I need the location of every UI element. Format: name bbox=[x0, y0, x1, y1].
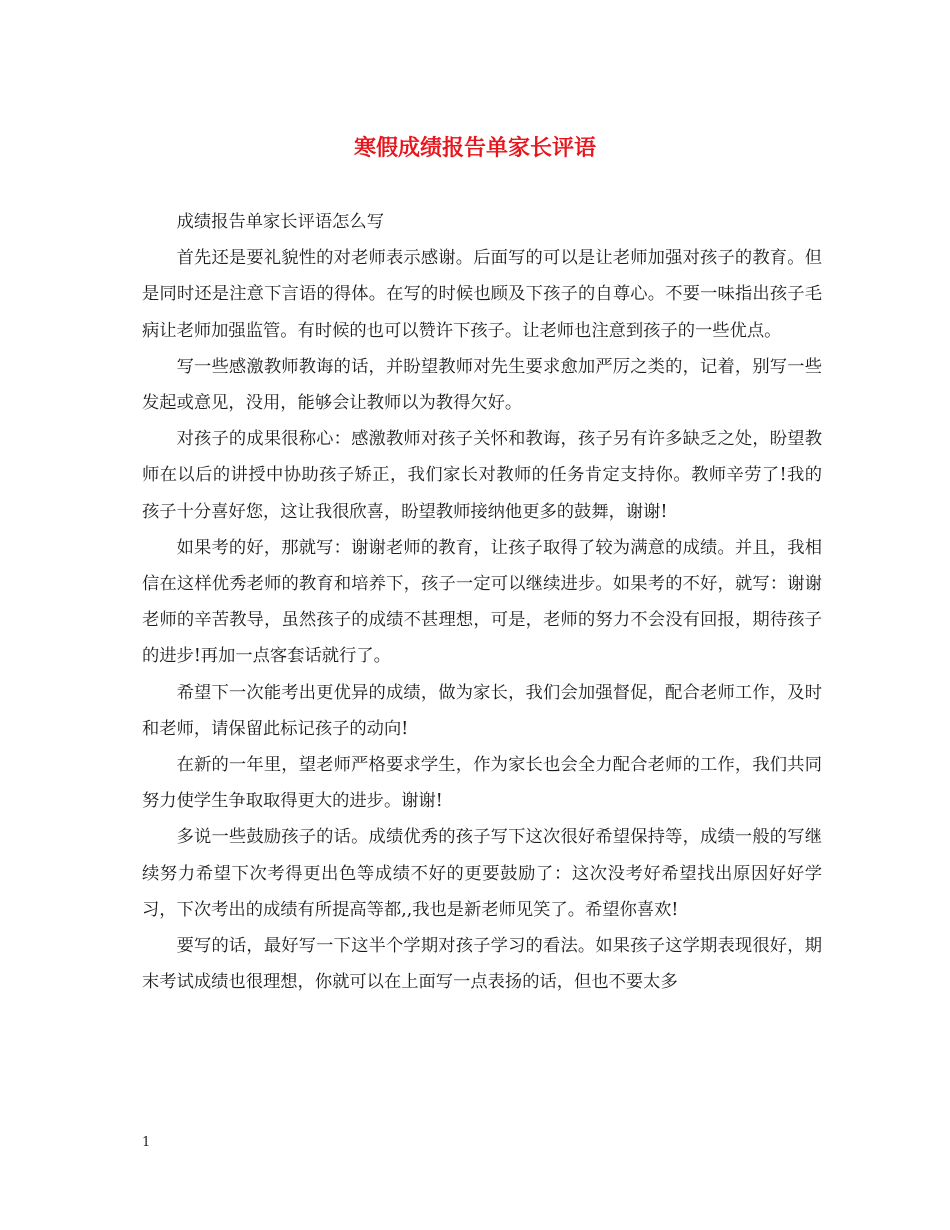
paragraph: 写一些感激教师教诲的话，并盼望教师对先生要求愈加严厉之类的，记着，别写一些发起或意见，没用，能够会让教师以为教得欠好。 bbox=[142, 356, 822, 414]
paragraph: 要写的话，最好写一下这半个学期对孩子学习的看法。如果孩子这学期表现很好，期末考试成绩也很理想，你就可以在上面写一点表扬的话，但也不要太多 bbox=[142, 936, 822, 993]
paragraph: 对孩子的成果很称心：感激教师对孩子关怀和教诲，孩子另有许多缺乏之处，盼望教师在以后的讲授中协助孩子矫正，我们家长对教师的任务肯定支持你。教师辛劳了!我的孩子十分喜好您，这让我很欣喜，盼望教师接纳他更多的鼓舞，谢谢! bbox=[142, 429, 822, 522]
paragraph: 如果考的好，那就写：谢谢老师的教育，让孩子取得了较为满意的成绩。并且，我相信在这样优秀老师的教育和培养下，孩子一定可以继续进步。如果考的不好，就写：谢谢老师的辛苦教导，虽然孩子的成绩不甚理想，可是，老师的努力不会没有回报，期待孩子的进步!再加一点客套话就行了。 bbox=[142, 537, 822, 667]
paragraph: 希望下一次能考出更优异的成绩，做为家长，我们会加强督促，配合老师工作，及时和老师，请保留此标记孩子的动向! bbox=[142, 682, 822, 739]
paragraph: 成绩报告单家长评语怎么写 bbox=[176, 212, 384, 232]
document-title: 寒假成绩报告单家长评语 bbox=[353, 135, 596, 161]
document-body bbox=[142, 204, 822, 1000]
paragraph: 在新的一年里，望老师严格要求学生，作为家长也会全力配合老师的工作，我们共同努力使学生争取取得更大的进步。谢谢! bbox=[142, 755, 822, 812]
paragraph: 多说一些鼓励孩子的话。成绩优秀的孩子写下这次很好希望保持等，成绩一般的写继续努力希望下次考得更出色等成绩不好的更要鼓励了：这次没考好希望找出原因好好学习，下次考出的成绩有所提高等都,,我也是新老师见笑了。希望你喜欢! bbox=[142, 827, 822, 920]
page-number: 1 bbox=[142, 1135, 151, 1150]
paragraph: 首先还是要礼貌性的对老师表示感谢。后面写的可以是让老师加强对孩子的教育。但是同时还是注意下言语的得体。在写的时候也顾及下孩子的自尊心。不要一味指出孩子毛病让老师加强监管。有时候的也可以赞许下孩子。让老师也注意到孩子的一些优点。 bbox=[142, 248, 822, 341]
